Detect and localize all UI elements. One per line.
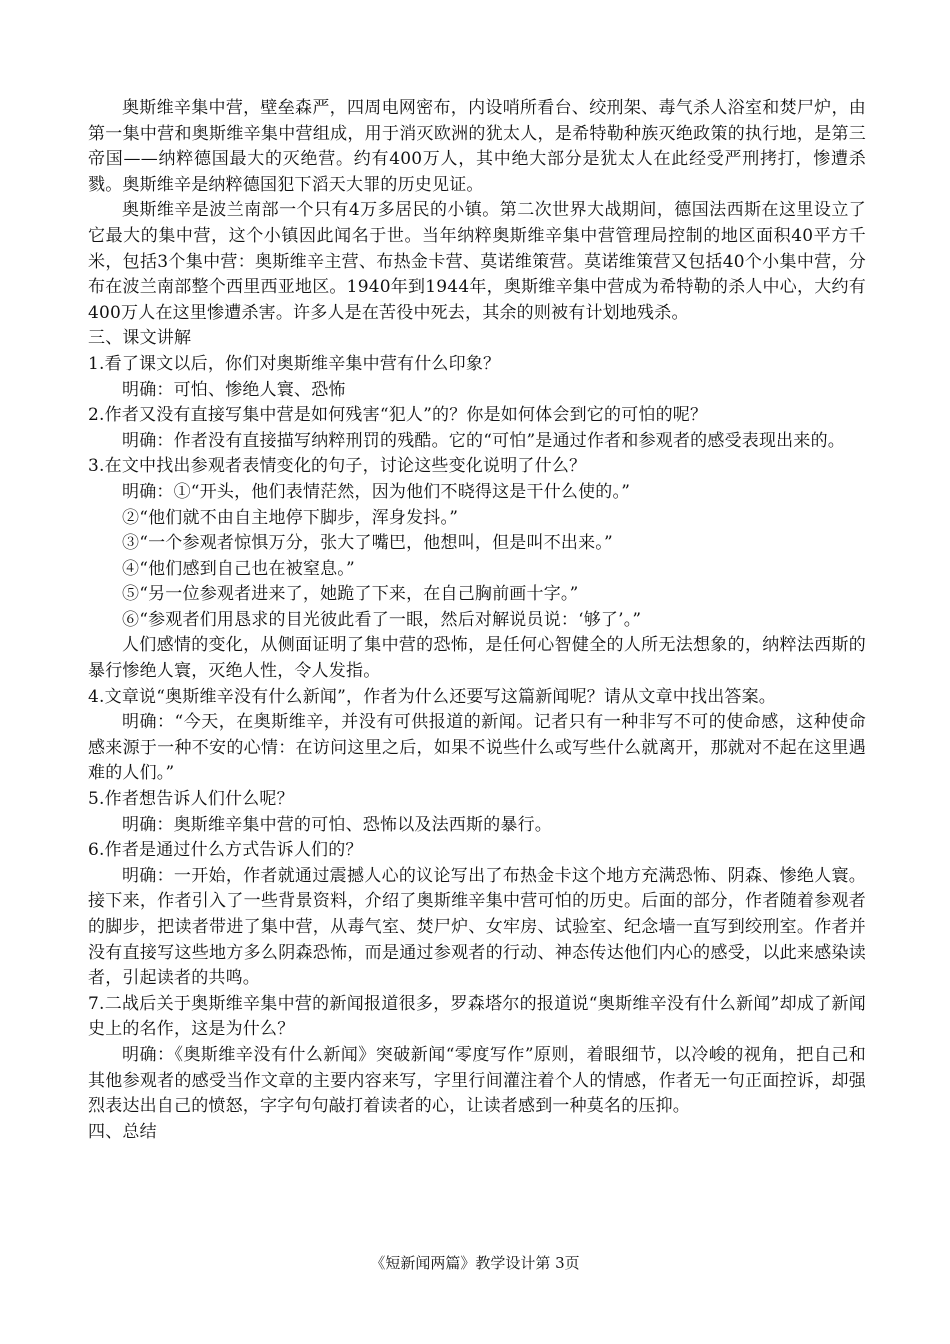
question-6: 6.作者是通过什么方式告诉人们的？: [88, 840, 363, 861]
question-5: 5.作者想告诉人们什么呢？: [88, 789, 294, 810]
answer-3-item-6: ⑥“参观者们用恳求的目光彼此看了一眼，然后对解说员说：‘够了’。”: [122, 609, 642, 630]
answer-3-conclusion: 人们感情的变化，从侧面证明了集中营的恐怖，是任何心智健全的人所无法想象的，纳粹法西斯的暴行惨绝人寰，灭绝人性，令人发指。: [88, 635, 866, 682]
section-heading-lecture: 三、课文讲解: [88, 328, 192, 349]
question-4: 4.文章说“奥斯维辛没有什么新闻”，作者为什么还要写这篇新闻呢？请从文章中找出答案。: [88, 686, 776, 707]
answer-3-item-4: ④“他们感到自己也在被窒息。”: [122, 558, 355, 579]
answer-3-item-1: 明确：①“开头，他们表情茫然，因为他们不晓得这是干什么使的。”: [122, 481, 631, 502]
question-2: 2.作者又没有直接写集中营是如何残害“犯人”的？你是如何体会到它的可怕的呢？: [88, 405, 708, 426]
answer-3-item-5: ⑤“另一位参观者进来了，她跪了下来，在自己胸前画十字。”: [122, 584, 579, 605]
paragraph-auschwitz-history: 奥斯维辛是波兰南部一个只有4万多居民的小镇。第二次世界大战期间，德国法西斯在这里设立了它最大的集中营，这个小镇因此闻名于世。当年纳粹奥斯维辛集中营管理局控制的地区面积40平方千米，包括3个集中营：奥斯维辛主营、布热金卡营、莫诺维策营。莫诺维策营又包括40个小集中营，分布在波兰南部整个西里西亚地区。1940年到1944年，奥斯维辛集中营成为希特勒的杀人中心，大约有400万人在这里惨遭杀害。许多人是在苦役中死去，其余的则被有计划地残杀。: [88, 200, 866, 323]
answer-1: 明确：可怕、惨绝人寰、恐怖: [122, 379, 346, 400]
section-heading-summary: 四、总结: [88, 1121, 157, 1142]
answer-2: 明确：作者没有直接描写纳粹刑罚的残酷。它的“可怕”是通过作者和参观者的感受表现出来的。: [122, 430, 845, 451]
answer-4: 明确：“今天，在奥斯维辛，并没有可供报道的新闻。记者只有一种非写不可的使命感，这种使命感来源于一种不安的心情：在访问这里之后，如果不说些什么或写些什么就离开，那就对不起在这里遇难的人们。”: [88, 712, 866, 784]
paragraph-auschwitz-description: 奥斯维辛集中营，壁垒森严，四周电网密布，内设哨所看台、绞刑架、毒气杀人浴室和焚尸炉，由第一集中营和奥斯维辛集中营组成，用于消灭欧洲的犹太人，是希特勒种族灭绝政策的执行地，是第三帝国——纳粹德国最大的灭绝营。约有400万人，其中绝大部分是犹太人在此经受严刑拷打，惨遭杀戮。奥斯维辛是纳粹德国犯下滔天大罪的历史见证。: [88, 98, 866, 195]
page-footer: 《短新闻两篇》教学设计第 3页: [370, 1254, 580, 1272]
question-7: 7.二战后关于奥斯维辛集中营的新闻报道很多，罗森塔尔的报道说“奥斯维辛没有什么新闻”却成了新闻史上的名作，这是为什么？: [88, 993, 866, 1040]
answer-3-item-2: ②“他们就不由自主地停下脚步，浑身发抖。”: [122, 507, 459, 528]
document-body: [88, 96, 866, 1145]
answer-3-item-3: ③“一个参观者惊惧万分，张大了嘴巴，他想叫，但是叫不出来。”: [122, 533, 613, 554]
question-3: 3.在文中找出参观者表情变化的句子，讨论这些变化说明了什么？: [88, 456, 587, 477]
answer-5: 明确：奥斯维辛集中营的可怕、恐怖以及法西斯的暴行。: [122, 814, 552, 835]
answer-7: 明确：《奥斯维辛没有什么新闻》突破新闻“零度写作”原则，着眼细节，以冷峻的视角，把自己和其他参观者的感受当作文章的主要内容来写，字里行间灌注着个人的情感，作者无一句正面控诉，却强烈表达出自己的愤怒，字字句句敲打着读者的心，让读者感到一种莫名的压抑。: [88, 1044, 866, 1117]
answer-6: 明确：一开始，作者就通过震撼人心的议论写出了布热金卡这个地方充满恐怖、阴森、惨绝人寰。接下来，作者引入了一些背景资料，介绍了奥斯维辛集中营可怕的历史。后面的部分，作者随着参观者的脚步，把读者带进了集中营，从毒气室、焚尸炉、女牢房、试验室、纪念墙一直写到绞刑室。作者并没有直接写这些地方多么阴森恐怖，而是通过参观者的行动、神态传达他们内心的感受，以此来感染读者，引起读者的共鸣。: [88, 865, 866, 989]
question-1: 1.看了课文以后，你们对奥斯维辛集中营有什么印象？: [88, 353, 501, 374]
